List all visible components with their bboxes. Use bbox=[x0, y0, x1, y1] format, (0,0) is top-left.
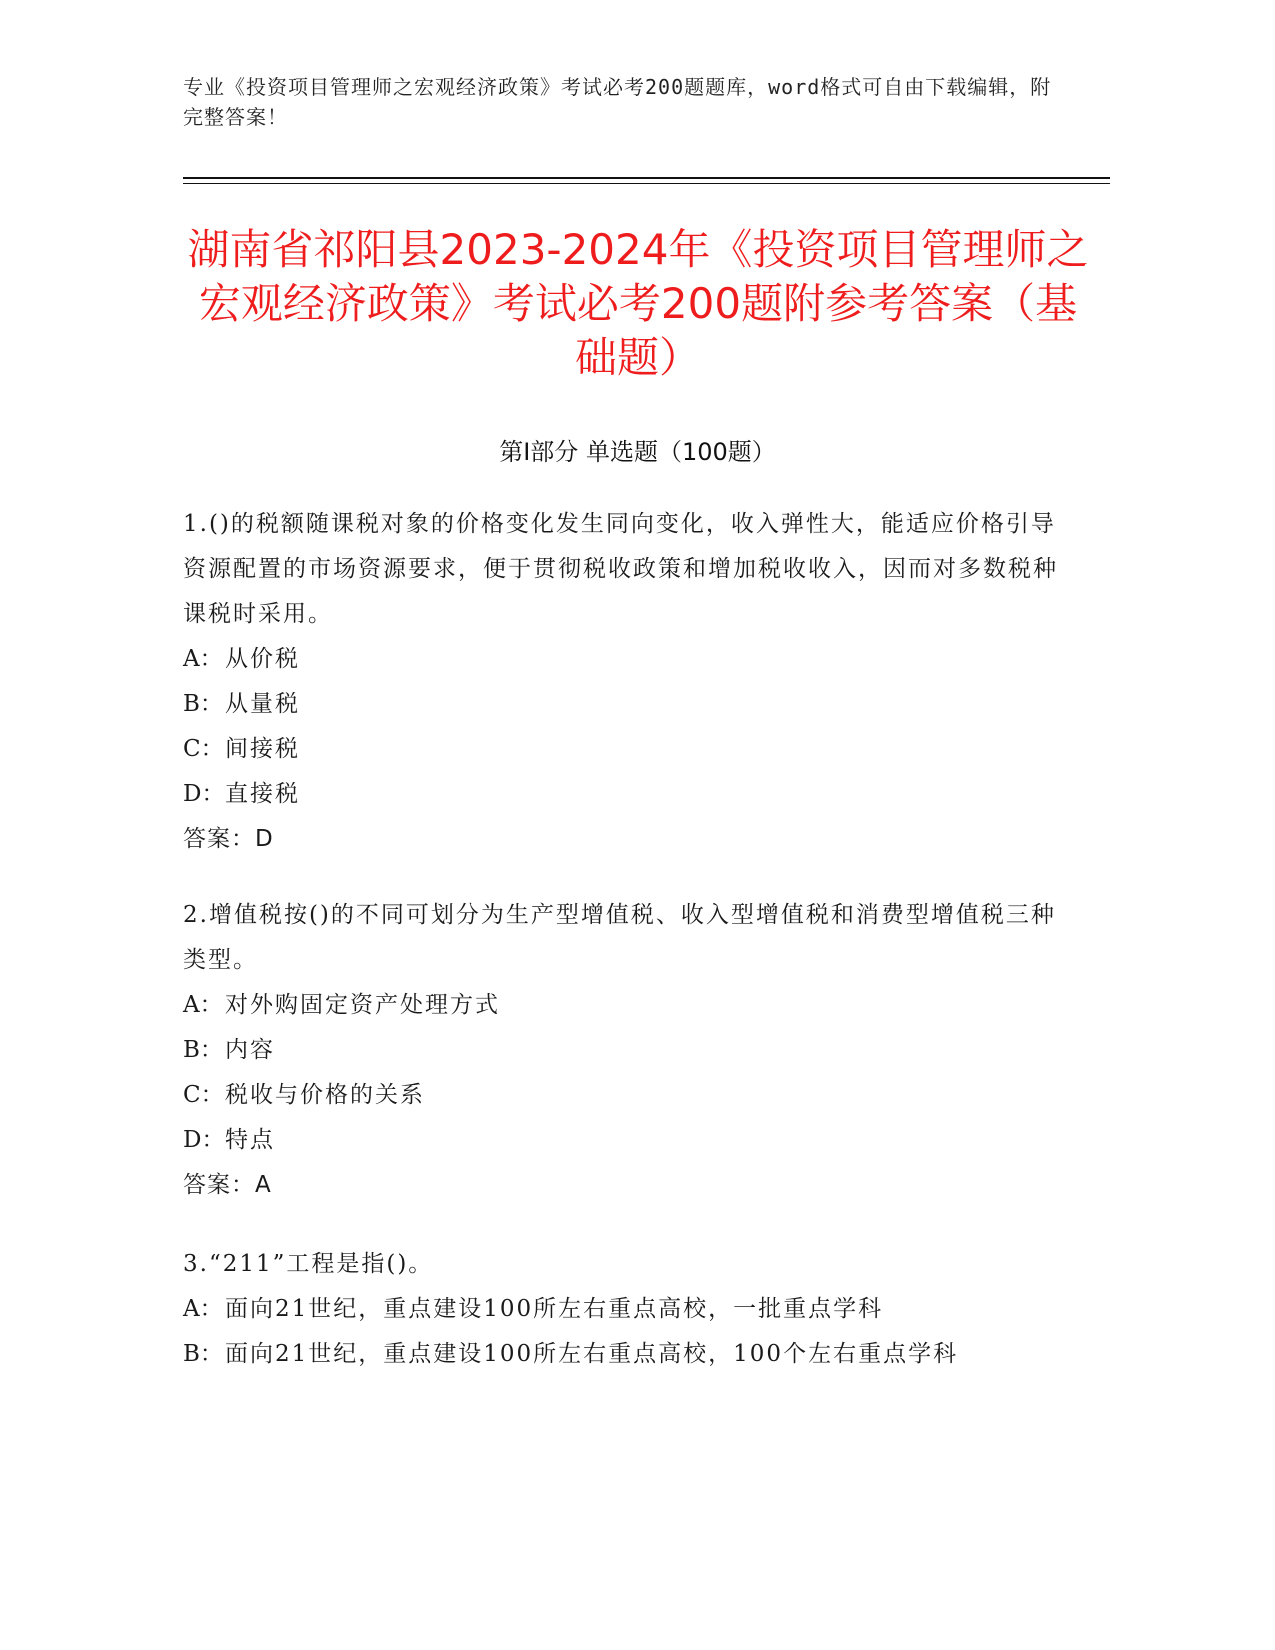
option-b bbox=[183, 682, 1063, 727]
option-text: 面向21世纪，重点建设100所左右重点高校，一批重点学科 bbox=[225, 1296, 884, 1322]
option-key: B： bbox=[183, 1341, 223, 1367]
option-c bbox=[183, 1073, 1063, 1118]
option-text: 特点 bbox=[225, 1127, 275, 1153]
option-a bbox=[183, 983, 1063, 1028]
option-d bbox=[183, 1118, 1063, 1163]
option-text: 间接税 bbox=[225, 736, 300, 762]
question-1 bbox=[183, 502, 1063, 862]
option-c bbox=[183, 727, 1063, 772]
header-divider-thin bbox=[183, 183, 1110, 184]
option-a bbox=[183, 637, 1063, 682]
option-text: 对外购固定资产处理方式 bbox=[225, 992, 500, 1018]
option-key: A： bbox=[183, 992, 223, 1018]
option-a bbox=[183, 1287, 1063, 1332]
question-stem: 3.“211”工程是指()。 bbox=[183, 1251, 434, 1277]
option-text: 面向21世纪，重点建设100所左右重点高校，100个左右重点学科 bbox=[225, 1341, 959, 1367]
option-d bbox=[183, 772, 1063, 817]
option-text: 从价税 bbox=[225, 646, 300, 672]
option-key: D： bbox=[183, 781, 225, 807]
question-stem: 2.增值税按()的不同可划分为生产型增值税、收入型增值税和消费型增值税三种类型。 bbox=[183, 902, 1056, 973]
option-key: A： bbox=[183, 1296, 223, 1322]
header-divider-thick bbox=[183, 177, 1110, 179]
answer: 答案：D bbox=[183, 826, 274, 852]
option-key: C： bbox=[183, 1082, 224, 1108]
document-title: 湖南省祁阳县2023-2024年《投资项目管理师之宏观经济政策》考试必考200题附参考答案（基础题） bbox=[187, 225, 1089, 382]
option-text: 直接税 bbox=[225, 781, 300, 807]
question-stem: 1.()的税额随课税对象的价格变化发生同向变化，收入弹性大，能适应价格引导资源配置的市场资源要求，便于贯彻税收政策和增加税收收入，因而对多数税种课税时采用。 bbox=[183, 511, 1058, 627]
question-3 bbox=[183, 1242, 1063, 1377]
option-key: D： bbox=[183, 1127, 225, 1153]
answer: 答案：A bbox=[183, 1172, 272, 1198]
option-key: B： bbox=[183, 691, 223, 717]
section-heading: 第Ⅰ部分 单选题（100题） bbox=[499, 438, 776, 466]
option-key: B： bbox=[183, 1037, 223, 1063]
option-key: A： bbox=[183, 646, 223, 672]
option-key: C： bbox=[183, 736, 224, 762]
option-text: 从量税 bbox=[225, 691, 300, 717]
question-2 bbox=[183, 893, 1063, 1208]
option-b bbox=[183, 1332, 1063, 1377]
option-text: 税收与价格的关系 bbox=[225, 1082, 425, 1108]
option-b bbox=[183, 1028, 1063, 1073]
option-text: 内容 bbox=[225, 1037, 275, 1063]
header-note: 专业《投资项目管理师之宏观经济政策》考试必考200题题库，word格式可自由下载编辑，附完整答案！ bbox=[183, 75, 1052, 129]
